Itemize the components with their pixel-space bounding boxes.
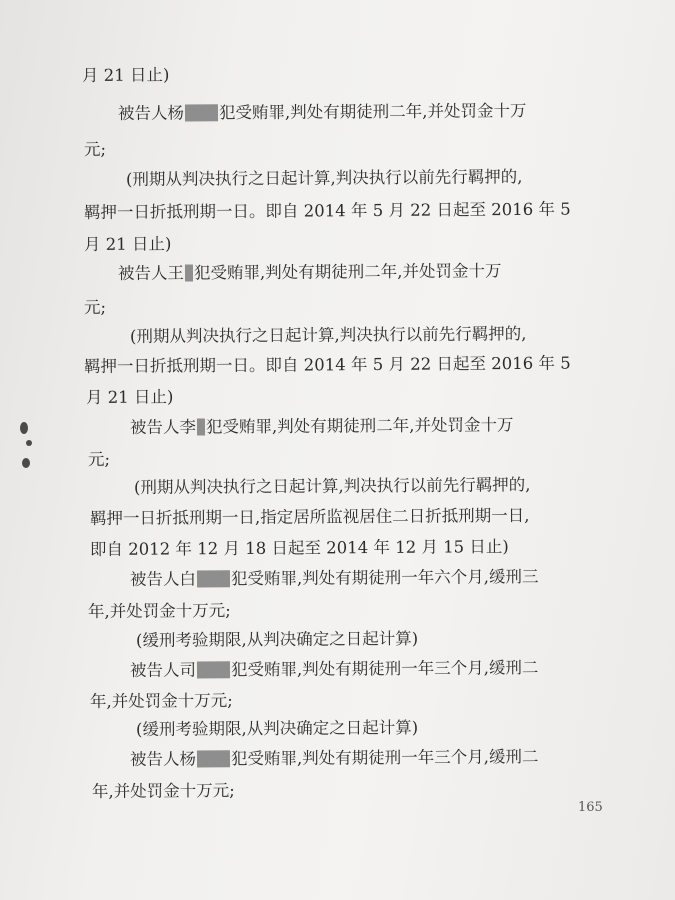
text-line: 元; xyxy=(87,449,111,469)
text-line: 即自 2012 年 12 月 18 日起至 2014 年 12 月 15 日止) xyxy=(89,537,509,559)
text-line: 羁押一日折抵刑期一日,指定居所监视居住二日折抵刑期一日, xyxy=(89,505,530,528)
text-line: 月 21 日止) xyxy=(83,234,172,254)
text-line: 被告人杨 犯受贿罪,判处有期徒刑一年三个月,缓刑二 xyxy=(129,747,539,769)
text-line: 被告人李 犯受贿罪,判处有期徒刑二年,并处罚金十万 xyxy=(129,415,514,437)
text-line: (刑期从判决执行之日起计算,判决执行以前先行羁押的, xyxy=(133,475,531,497)
redaction-block xyxy=(185,104,218,121)
text-line: (缓刑考验期限,从判决确定之日起计算) xyxy=(135,629,419,650)
text-line: 月 21 日止) xyxy=(81,65,170,85)
text-line: (刑期从判决执行之日起计算,判决执行以前先行羁押的, xyxy=(129,324,527,346)
redaction-block xyxy=(197,570,230,587)
text-line: 年,并处罚金十万元; xyxy=(91,781,235,801)
text-line: 被告人王 犯受贿罪,判处有期徒刑二年,并处罚金十万 xyxy=(117,261,502,283)
page-number: 165 xyxy=(578,800,603,815)
text-line: 元; xyxy=(83,139,107,159)
text-line: 年,并处罚金十万元; xyxy=(87,601,231,621)
text-line: 月 21 日止) xyxy=(85,387,174,407)
text-line: 被告人杨 犯受贿罪,判处有期徒刑二年,并处罚金十万 xyxy=(117,101,527,123)
text-line: 元; xyxy=(83,297,107,317)
redaction-block xyxy=(197,418,205,435)
text-line: (刑期从判决执行之日起计算,判决执行以前先行羁押的, xyxy=(125,167,523,189)
redaction-block xyxy=(185,264,193,281)
binding-hole xyxy=(20,422,28,434)
binding-hole xyxy=(22,458,30,468)
text-line: 羁押一日折抵刑期一日。即自 2014 年 5 月 22 日起至 2016 年 5 xyxy=(83,353,571,376)
binding-hole xyxy=(26,440,32,446)
redaction-block xyxy=(197,661,230,678)
redaction-block xyxy=(197,750,230,767)
text-line: 羁押一日折抵刑期一日。即自 2014 年 5 月 22 日起至 2016 年 5 xyxy=(83,199,571,222)
text-line: 年,并处罚金十万元; xyxy=(89,691,233,711)
text-line: (缓刑考验期限,从判决确定之日起计算) xyxy=(135,718,419,739)
text-line: 被告人司 犯受贿罪,判处有期徒刑一年三个月,缓刑二 xyxy=(129,658,539,680)
text-line: 被告人白 犯受贿罪,判处有期徒刑一年六个月,缓刑三 xyxy=(129,567,539,589)
